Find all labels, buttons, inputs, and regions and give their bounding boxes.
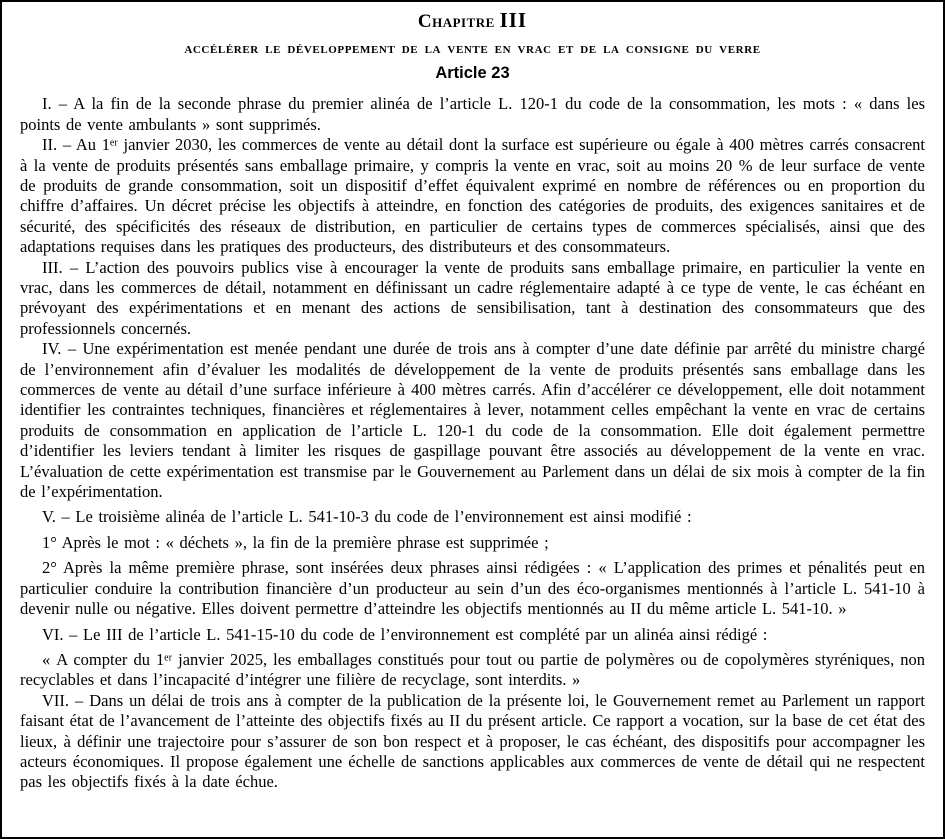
paragraph-V-item-1: 1° Après le mot : « déchets », la fin de la première phrase est supprimée ; — [42, 532, 549, 552]
paragraph-VI: VI. – Le III de l’article L. 541-15-10 du code de l’environnement est complété par un alinéa ainsi rédigé : — [42, 624, 768, 644]
paragraph-V-item-2: 2° Après la même première phrase, sont insérées deux phrases ainsi rédigées : « L’application des primes et pénalités peut en particulier conduire la contribution financière d’un producteur au sein d’un des éco-organismes mentionnés à l’article L. 541-10 à devenir nulle ou négative. Elles doivent permettre d’atteindre les objectifs mentionnés au II du même article L. 541-10. » — [20, 558, 925, 619]
chapter-numeral: III — [499, 8, 528, 32]
paragraph-IV: IV. – Une expérimentation est menée pendant une durée de trois ans à compter d’une date définie par arrêté du ministre chargé de l’environnement afin d’évaluer les modalités de développement de la vente de produits présentés sans emballage dans les commerces de vente au détail d’une surface inférieure à 400 mètres carrés. Afin d’accélérer ce développement, elle doit notamment identifier les contraintes techniques, financières et réglementaires à lever, notamment celles empêchant la vente en vrac de certains produits de consommation en application de l’article L. 120-1 du code de la consommation. Elle doit également permettre d’identifier les leviers tendant à limiter les risques de gaspillage pouvant être associés au développement de la vente en vrac. L’évaluation de cette expérimentation est transmise par le Gouvernement au Parlement dans un délai de six mois à compter de la fin de l’expérimentation. — [20, 339, 925, 502]
chapter-subtitle: accélérer le développement de la vente en vrac et de la consigne du verre — [184, 40, 761, 57]
paragraph-V: V. – Le troisième alinéa de l’article L. 541-10-3 du code de l’environnement est ainsi modifié : — [42, 507, 692, 527]
paragraph-III: III. – L’action des pouvoirs publics vise à encourager la vente de produits sans emballage primaire, en particulier la vente en vrac, dans les commerces de détail, notamment en définissant un cadre réglementaire adapté à ce type de vente, le cas échéant en prévoyant des expérimentations et en menant des actions de sensibilisation, tant à destination des consommateurs que des professionnels concernés. — [20, 257, 925, 338]
chapter-label: Chapitre — [417, 11, 495, 32]
article-title: Article 23 — [435, 64, 510, 83]
paragraph-II: II. – Au 1ᵉʳ janvier 2030, les commerces de vente au détail dont la surface est supérieure ou égale à 400 mètres carrés consacrent à la vente de produits présentés sans emballage primaire, y compris la vente en vrac, soit au moins 20 % de leur surface de vente de produits de grande consommation, soit un dispositif d’effet équivalent exprimé en nombre de références ou en proportion du chiffre d’affaires. Un décret précise les objectifs à atteindre, en fonction des catégories de produits, des exigences sanitaires et de sécurité, des spécificités des réseaux de distribution, en particulier de certains types de commerces spécialisés, ainsi que des adaptations requises dans les pratiques des producteurs, des distributeurs et des consommateurs. — [20, 135, 925, 257]
paragraph-VI-quoted-alinea: « A compter du 1ᵉʳ janvier 2025, les emballages constitués pour tout ou partie de polymères ou de copolymères styréniques, non recyclables et dans l’incapacité d’intégrer une filière de recyclage, sont interdits. » — [20, 649, 925, 690]
chapter-heading — [20, 9, 925, 33]
paragraph-I: I. – A la fin de la seconde phrase du premier alinéa de l’article L. 120-1 du code de la consommation, les mots : « dans les points de vente ambulants » sont supprimés. — [20, 94, 925, 134]
paragraph-VII: VII. – Dans un délai de trois ans à compter de la publication de la présente loi, le Gouvernement remet au Parlement un rapport faisant état de l’avancement de l’atteinte des objectifs fixés au II du présent article. Ce rapport a vocation, sur la base de cet état des lieux, à définir une trajectoire pour s’assurer de son bon respect et à proposer, le cas échéant, des dispositifs pour accompagner les acteurs économiques. Il propose également une échelle de sanctions applicables aux commerces de vente de détail qui ne respectent pas les objectifs fixés à la date échue. — [20, 690, 925, 792]
article-body — [20, 94, 925, 792]
